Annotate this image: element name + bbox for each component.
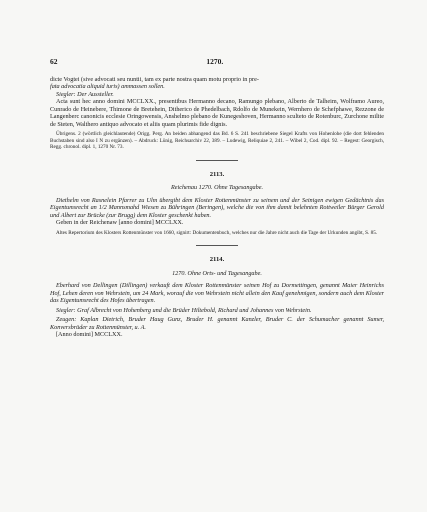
document-page	[50, 58, 384, 339]
separator-rule	[196, 245, 238, 246]
document-number: 2113.	[209, 170, 225, 178]
document-2113	[50, 171, 384, 237]
separator-rule	[196, 160, 238, 161]
previous-document	[50, 76, 384, 151]
regest-text: Diethelm von Rasnelein Pfarrer zu Ulm übergibt dem Kloster Rottenmünster zu seinem und der Seinigen ewigen Gedächtnis das Eigentumsrecht an 1/2 Mannsmahd Wiesen zu Bühringen (Beringen), welche die von ihm damit belehnten Rottweiler Bürger Gerold und Albert zur Brücke (zur Brugg) dem Kloster geschenkt haben.	[50, 196, 384, 219]
source-note: Altes Repertorium des Klosters Rottenmünster von 1660, signirt: Dokumentenbuch, welches nur die Jahre nicht auch die Tage der Urkunden angibt, S. 85.	[56, 229, 378, 236]
given-line: Geben in der Reichenaw [anno domini] MCCLXX.	[56, 219, 184, 227]
page-number: 62	[50, 57, 58, 66]
dateline: Reichenau 1270. Ohne Tagesangabe.	[170, 184, 264, 192]
text-line: dicte Vogtei (sive advocati seu nuntii, tam ex parte nostra quam motu proprio in pre-	[50, 75, 259, 83]
sigler-line: Siegler: Graf Albrecht von Hohenberg und die Brüder Hiltebold, Richard und Johannes von Wehrstein.	[56, 306, 312, 314]
text-line: fata advocatia aliquid iuris) ammassen sollen.	[50, 83, 165, 90]
sigler-line: Siegler: Der Aussteller.	[56, 90, 114, 98]
given-line: [Anno domini] MCCLXX.	[56, 331, 123, 339]
witnesses-line: Zeugen: Kaplan Dietrich, Bruder Haug Gunz, Bruder H. genannt Kanzler, Bruder C. der Schumacher genannt Sumer, Konversbrüder zu Rottenmünster, u. A.	[50, 316, 384, 331]
document-2114	[50, 256, 384, 339]
page-year: 1270.	[206, 57, 224, 66]
regest-text: Eberhard von Dellingen (Dillingen) verkauft dem Kloster Rottenmünster seinen Hof zu Dormettingen, genannt Maier Heinrichs Hof, Lehen deren von Wehrstein, um 24 Mark, worauf die von Wehrstein nicht allein den Kauf genehmigen, sondern auch dem Kloster das Eigentumsrecht des Hofes übertragen.	[50, 282, 384, 305]
document-number: 2114.	[209, 256, 225, 264]
acta-paragraph: Acta sunt hec anno domini MCCLXX., presentibus Hermanno decano, Ramungo plebano, Alberto de Talheim, Wolframo Aureo, Cunrado de Heinebere, Thimone de Bretehein, Ditherico de Phedelbach, Rdolfo de Munekein, Wernhero de Schefphawe, Rezzone de Langenberc canonicis ecclesie Oringowensis, Anshelmo plebano de Kunegeshoven, Hermanno sculteto de Rotenburc, Zurchone milite de Steten, Walthero antiquo advocato et aliis quam plurimis fide dignis.	[50, 98, 384, 128]
source-note: Übrigens. 2 (wörtlich gleichlautende) Origg. Perg. An beiden abhangend das Bd. 6 S. 241 beschriebene Siegel Krafts von Hohenlohe (die dort fehlenden Buchstaben sind also I N zu ergänzen). – Abdruck: Lünig, Reichsarchiv 22, 389. – Ludewig, Reliquiae 2, 241. – Wibel 2, Cod. dipl. 92. – Regest: Georgisch, Regg. chronol. dipl. 1, 1270 Nr. 73.	[50, 131, 384, 151]
page-header	[50, 58, 384, 66]
dateline: 1270. Ohne Orts- und Tagesangabe.	[172, 269, 262, 277]
